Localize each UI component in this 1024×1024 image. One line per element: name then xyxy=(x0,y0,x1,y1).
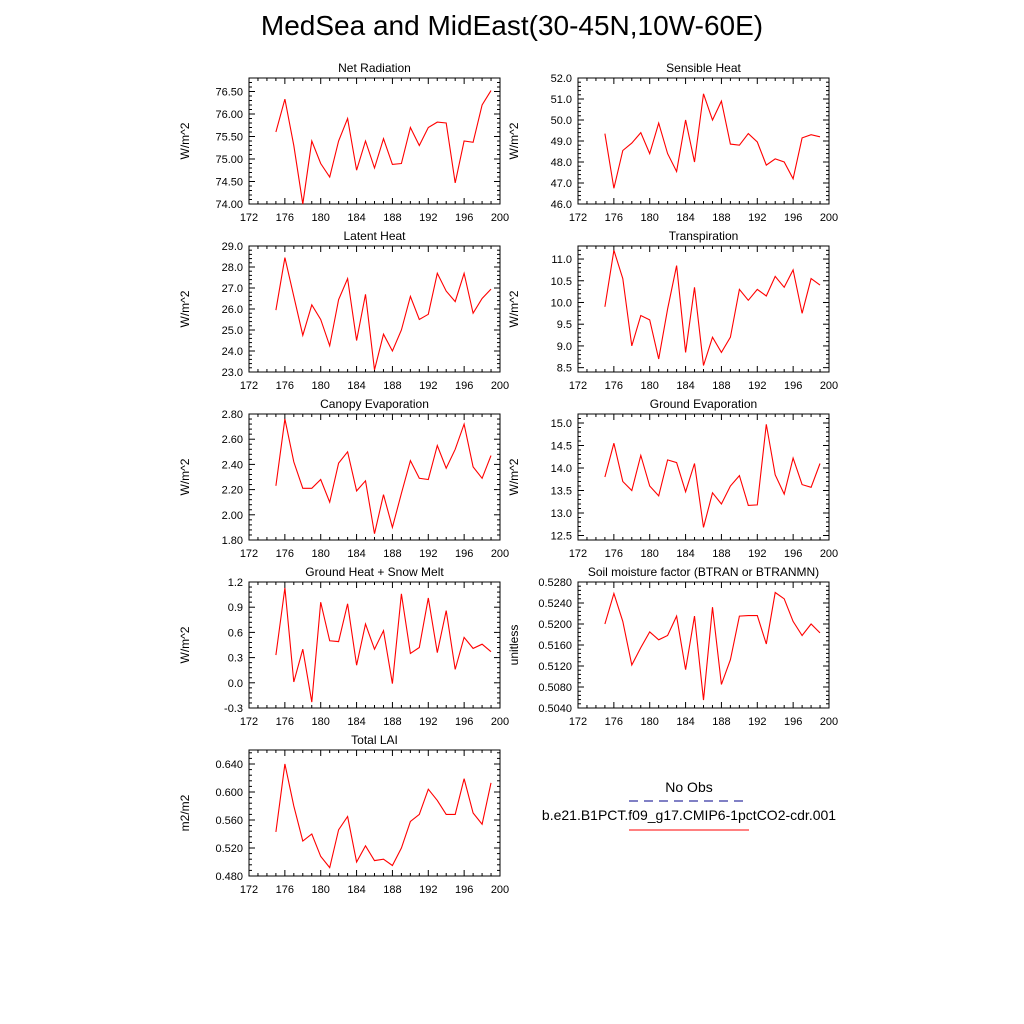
x-tick-label: 196 xyxy=(454,884,474,896)
x-tick-label: 172 xyxy=(239,884,259,896)
x-tick-label: 192 xyxy=(748,716,767,728)
y-tick-label: 0.5080 xyxy=(538,682,572,694)
x-tick-label: 196 xyxy=(454,380,474,392)
x-tick-label: 184 xyxy=(347,212,366,224)
x-tick-label: 180 xyxy=(640,380,659,392)
legend-label-model: b.e21.B1PCT.f09_g17.CMIP6-1pctCO2-cdr.001 xyxy=(541,807,837,823)
x-tick-label: 192 xyxy=(748,548,767,560)
x-tick-label: 196 xyxy=(454,212,474,224)
x-tick-label: 176 xyxy=(275,548,295,560)
x-tick-label: 176 xyxy=(604,212,624,224)
x-tick-label: 192 xyxy=(748,380,767,392)
plot-frame xyxy=(249,750,500,876)
y-tick-label: 50.0 xyxy=(550,115,572,127)
panel-8 xyxy=(507,565,838,728)
x-tick-label: 188 xyxy=(383,884,402,896)
y-tick-label: 0.6 xyxy=(227,627,243,640)
y-tick-label: 0.5240 xyxy=(538,598,572,610)
x-tick-label: 176 xyxy=(275,884,295,896)
y-tick-label: 25.0 xyxy=(221,325,243,337)
y-tick-label: 76.50 xyxy=(215,86,243,99)
plot-frame xyxy=(249,414,500,540)
panel-title: Canopy Evaporation xyxy=(320,397,429,411)
x-tick-label: 184 xyxy=(347,380,366,392)
x-tick-label: 184 xyxy=(676,716,695,728)
series-line xyxy=(276,258,491,370)
x-tick-label: 180 xyxy=(311,212,330,224)
y-tick-label: 2.60 xyxy=(221,434,243,447)
y-tick-label: 0.5120 xyxy=(538,661,572,673)
x-tick-label: 176 xyxy=(275,380,295,392)
x-tick-label: 180 xyxy=(311,884,330,896)
y-tick-label: 2.40 xyxy=(221,459,243,472)
y-axis-label: W/m^2 xyxy=(507,290,521,328)
y-axis-label: W/m^2 xyxy=(507,458,521,496)
legend-label-obs: No Obs xyxy=(665,779,713,795)
y-tick-label: 2.00 xyxy=(221,509,243,522)
x-tick-label: 196 xyxy=(783,380,803,392)
y-tick-label: 28.0 xyxy=(221,262,243,274)
x-tick-label: 192 xyxy=(419,380,438,392)
x-tick-label: 184 xyxy=(347,548,366,560)
panel-title: Ground Evaporation xyxy=(649,397,758,411)
y-tick-label: 13.5 xyxy=(550,485,572,498)
y-tick-label: 26.0 xyxy=(221,304,243,316)
legend xyxy=(542,779,836,830)
x-tick-label: 180 xyxy=(640,716,659,728)
panel-title: Latent Heat xyxy=(343,229,406,243)
y-axis-label: W/m^2 xyxy=(178,290,192,328)
series-line xyxy=(605,424,820,527)
x-tick-label: 188 xyxy=(383,548,402,560)
y-tick-label: 46.0 xyxy=(550,199,572,211)
y-tick-label: 2.20 xyxy=(221,484,243,497)
y-tick-label: 15.0 xyxy=(550,418,572,430)
x-tick-label: 192 xyxy=(419,884,438,896)
x-tick-label: 180 xyxy=(311,380,330,392)
x-tick-label: 200 xyxy=(819,548,839,560)
y-tick-label: 76.00 xyxy=(215,109,243,121)
y-tick-label: 10.5 xyxy=(550,275,572,288)
x-tick-label: 188 xyxy=(383,212,402,224)
x-tick-label: 184 xyxy=(347,716,366,728)
y-tick-label: 0.5040 xyxy=(538,703,572,715)
y-tick-label: 13.0 xyxy=(550,508,572,520)
x-tick-label: 172 xyxy=(239,380,259,392)
x-tick-label: 200 xyxy=(490,548,510,560)
y-axis-label: W/m^2 xyxy=(507,122,521,160)
y-axis-label: m2/m2 xyxy=(178,794,192,832)
x-tick-label: 188 xyxy=(712,380,731,392)
x-tick-label: 192 xyxy=(419,212,438,224)
figure-title: MedSea and MidEast(30-45N,10W-60E) xyxy=(260,10,764,41)
x-tick-label: 196 xyxy=(454,548,474,560)
x-tick-label: 176 xyxy=(604,716,624,728)
x-tick-label: 176 xyxy=(604,548,624,560)
x-tick-label: 180 xyxy=(640,548,659,560)
y-tick-label: 0.3 xyxy=(227,652,243,665)
y-tick-label: 1.80 xyxy=(221,535,243,547)
x-tick-label: 172 xyxy=(568,716,588,728)
y-tick-label: 9.5 xyxy=(556,319,572,332)
panel-title: Net Radiation xyxy=(338,61,411,75)
x-tick-label: 172 xyxy=(568,212,588,224)
y-tick-label: 24.0 xyxy=(221,346,243,358)
y-tick-label: 0.560 xyxy=(215,815,243,827)
x-tick-label: 184 xyxy=(347,884,366,896)
panel-title: Ground Heat + Snow Melt xyxy=(305,565,444,579)
y-tick-label: 8.5 xyxy=(556,362,572,375)
y-tick-label: 0.5160 xyxy=(538,640,572,652)
x-tick-label: 172 xyxy=(239,548,259,560)
series-line xyxy=(605,250,820,365)
y-tick-label: 74.00 xyxy=(215,199,243,211)
panel-6 xyxy=(507,397,838,560)
x-tick-label: 176 xyxy=(275,716,295,728)
panel-9 xyxy=(178,733,509,896)
x-tick-label: 196 xyxy=(454,716,474,728)
y-tick-label: 0.520 xyxy=(215,843,243,855)
x-tick-label: 200 xyxy=(819,212,839,224)
y-tick-label: 51.0 xyxy=(550,94,572,106)
y-tick-label: 0.480 xyxy=(215,871,243,883)
y-tick-label: 14.0 xyxy=(550,463,572,475)
series-line xyxy=(276,588,491,702)
x-tick-label: 200 xyxy=(490,884,510,896)
panel-title: Sensible Heat xyxy=(666,61,741,75)
panel-2 xyxy=(507,61,838,224)
x-tick-label: 188 xyxy=(712,548,731,560)
y-tick-label: 0.9 xyxy=(227,602,243,615)
x-tick-label: 200 xyxy=(490,212,510,224)
series-line xyxy=(276,91,491,204)
series-line xyxy=(276,764,491,868)
y-tick-label: 29.0 xyxy=(221,241,243,253)
panel-1 xyxy=(178,61,509,224)
x-tick-label: 200 xyxy=(490,716,510,728)
panel-3 xyxy=(178,229,509,392)
panel-5 xyxy=(178,397,509,560)
y-tick-label: 12.5 xyxy=(550,530,572,543)
x-tick-label: 196 xyxy=(783,212,803,224)
panel-title: Transpiration xyxy=(668,229,739,243)
plot-frame xyxy=(578,582,829,708)
y-tick-label: 2.80 xyxy=(221,409,243,421)
y-tick-label: -0.3 xyxy=(224,703,243,715)
x-tick-label: 172 xyxy=(239,716,259,728)
x-tick-label: 176 xyxy=(275,212,295,224)
y-tick-label: 49.0 xyxy=(550,136,572,148)
y-tick-label: 11.0 xyxy=(551,254,572,267)
y-tick-label: 75.00 xyxy=(215,154,243,166)
x-tick-label: 192 xyxy=(419,716,438,728)
y-tick-label: 75.50 xyxy=(215,131,243,144)
x-tick-label: 200 xyxy=(819,380,839,392)
y-tick-label: 0.0 xyxy=(227,677,243,690)
x-tick-label: 188 xyxy=(712,716,731,728)
x-tick-label: 180 xyxy=(311,548,330,560)
x-tick-label: 200 xyxy=(819,716,839,728)
x-tick-label: 184 xyxy=(676,548,695,560)
y-axis-label: W/m^2 xyxy=(178,122,192,160)
y-tick-label: 0.5200 xyxy=(538,619,572,631)
y-tick-label: 23.0 xyxy=(221,367,243,379)
x-tick-label: 196 xyxy=(783,548,803,560)
plot-frame xyxy=(578,414,829,540)
y-tick-label: 14.5 xyxy=(550,440,572,453)
x-tick-label: 188 xyxy=(383,716,402,728)
y-tick-label: 48.0 xyxy=(550,157,572,169)
x-tick-label: 172 xyxy=(239,212,259,224)
x-tick-label: 192 xyxy=(419,548,438,560)
panel-title: Soil moisture factor (BTRAN or BTRANMN) xyxy=(587,565,820,579)
series-line xyxy=(276,419,491,534)
y-tick-label: 0.600 xyxy=(215,787,243,799)
x-tick-label: 180 xyxy=(311,716,330,728)
panel-7 xyxy=(178,565,509,728)
y-axis-label: W/m^2 xyxy=(178,458,192,496)
x-tick-label: 184 xyxy=(676,212,695,224)
y-tick-label: 0.640 xyxy=(215,759,243,771)
y-tick-label: 74.50 xyxy=(215,176,243,189)
x-tick-label: 188 xyxy=(383,380,402,392)
x-tick-label: 180 xyxy=(640,212,659,224)
x-tick-label: 176 xyxy=(604,380,624,392)
x-tick-label: 200 xyxy=(490,380,510,392)
plot-frame xyxy=(578,246,829,372)
series-line xyxy=(605,94,820,189)
y-tick-label: 0.5280 xyxy=(538,577,572,589)
x-tick-label: 192 xyxy=(748,212,767,224)
panel-4 xyxy=(507,229,838,392)
y-tick-label: 10.0 xyxy=(550,297,572,310)
x-tick-label: 196 xyxy=(783,716,803,728)
x-tick-label: 172 xyxy=(568,548,588,560)
y-tick-label: 52.0 xyxy=(550,73,572,85)
y-tick-label: 27.0 xyxy=(221,283,243,295)
panel-title: Total LAI xyxy=(351,733,398,747)
y-tick-label: 47.0 xyxy=(550,178,572,190)
x-tick-label: 188 xyxy=(712,212,731,224)
x-tick-label: 184 xyxy=(676,380,695,392)
y-tick-label: 9.0 xyxy=(556,340,572,353)
y-axis-label: W/m^2 xyxy=(178,626,192,664)
y-tick-label: 1.2 xyxy=(227,577,243,589)
y-axis-label: unitless xyxy=(507,624,521,666)
x-tick-label: 172 xyxy=(568,380,588,392)
plot-frame xyxy=(249,78,500,204)
series-line xyxy=(605,593,820,701)
